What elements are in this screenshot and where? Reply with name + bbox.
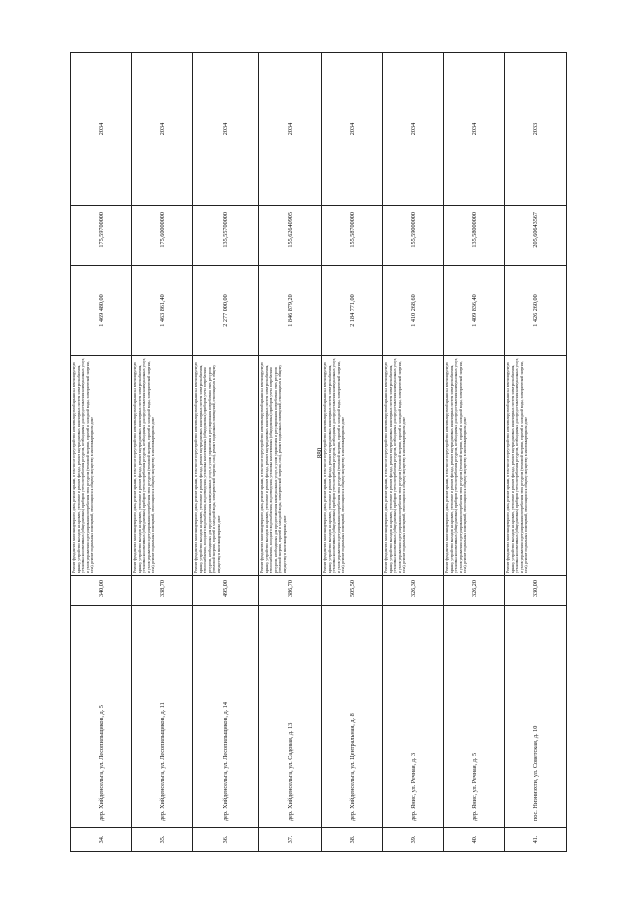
row-year: 2034 — [444, 52, 504, 205]
row-works: Ремонт фундамента многоквартирного дома, ремонт крыши, в том числе переустройство невентилируемой крыши на вентилируемую крышу, устройство выходов на кровлю, утепление и ремонт фасада, ремонт внутридомовых инженерных систем электроснабжения, установка коллективных (общедомовых) приборов учета потребления ресурсов, необходимых для предоставления коммунальных услуг, и узлов управления и регулирования потребления этих ресурсов (тепловой энергии, горячей и холодной воды, электрической энергии, газа), ремонт подвальных помещений, относящихся к общему имуществу в многоквартирном доме — [505, 355, 566, 575]
row-rate: 205,60643567 — [505, 205, 566, 265]
row-year: 2034 — [132, 52, 192, 205]
row-area: 330,00 — [505, 575, 566, 605]
row-address: дер. Янис, ул. Речная, д. 3 — [383, 605, 443, 827]
row-year: 2034 — [193, 52, 258, 205]
row-area: 386,70 — [259, 575, 321, 605]
row-works: Ремонт фундамента многоквартирного дома, ремонт крыши, в том числе переустройство невентилируемой крыши на вентилируемую крышу, устройство выходов на кровлю, утепление и ремонт фасада, ремонт внутридомовых инженерных систем электроснабжения, теплоснабжения, холодного водоснабжения, водоотведения, установка коллективных (общедомовых) приборов учета потребления ресурсов, необходимых для предоставления коммунальных услуг, и узлов управления и регулирования потребления этих ресурсов (тепловой энергии, горячей и холодной воды, электрической энергии, газа), ремонт подвальных помещений, относящихся к общему имуществу в многоквартирном доме — [193, 355, 258, 575]
row-works: Ремонт фундамента многоквартирного дома, ремонт крыши, в том числе переустройство невентилируемой крыши на вентилируемую крышу, устройство выходов на кровлю, утепление и ремонт фасада, ремонт внутридомовых инженерных систем электроснабжения, установка коллективных (общедомовых) приборов учета потребления ресурсов, необходимых для предоставления коммунальных услуг, и узлов управления и регулирования потребления этих ресурсов (тепловой энергии, горячей и холодной воды, электрической энергии, газа), ремонт подвальных помещений, относящихся к общему имуществу в многоквартирном доме — [444, 355, 504, 575]
table-row — [321, 52, 382, 852]
table-row — [504, 52, 567, 852]
row-works: Ремонт фундамента многоквартирного дома, ремонт крыши, в том числе переустройство невентилируемой крыши на вентилируемую крышу, устройство выходов на кровлю, утепление и ремонт фасада, ремонт внутридомовых инженерных систем электроснабжения, установка коллективных (общедомовых) приборов учета потребления ресурсов, необходимых для предоставления коммунальных услуг, и узлов управления и регулирования потребления этих ресурсов (тепловой энергии, горячей и холодной воды, электрической энергии, газа), ремонт подвальных помещений, относящихся к общему имуществу в многоквартирном доме — [322, 355, 382, 575]
row-cost: 2 277 000,00 — [193, 265, 258, 355]
row-cost: 1 409 836,40 — [444, 265, 504, 355]
table-row — [192, 52, 258, 852]
table-row — [70, 52, 131, 852]
row-area: 326,20 — [444, 575, 504, 605]
row-address: дер. Хийденсельга, ул. Лесопильщиков, д. 14 — [193, 605, 258, 827]
row-cost: 1 846 879,20 — [259, 265, 321, 355]
table-row — [258, 52, 321, 852]
row-works: Ремонт фундамента многоквартирного дома, ремонт крыши, в том числе переустройство невентилируемой крыши на вентилируемую крышу, устройство выходов на кровлю, утепление и ремонт фасада, ремонт внутридомовых инженерных систем электроснабжения, теплоснабжения, холодного водоснабжения, водоотведения, установка коллективных (общедомовых) приборов учета потребления ресурсов, необходимых для предоставления коммунальных услуг, и узлов управления и регулирования потребления этих ресурсов (тепловой энергии, горячей и холодной воды, электрической энергии, газа), ремонт подвальных помещений, относящихся к общему имуществу в многоквартирном доме — [259, 355, 321, 575]
row-year: 2033 — [505, 52, 566, 205]
row-works: Ремонт фундамента многоквартирного дома, ремонт крыши, в том числе переустройство невентилируемой крыши на вентилируемую крышу, устройство выходов на кровлю, утепление и ремонт фасада, ремонт внутридомовых инженерных систем электроснабжения, установка коллективных (общедомовых) приборов учета потребления ресурсов, необходимых для предоставления коммунальных услуг, и узлов управления и регулирования потребления этих ресурсов (тепловой энергии, горячей и холодной воды, электрической энергии, газа), ремонт подвальных помещений, относящихся к общему имуществу в многоквартирном доме — [71, 355, 131, 575]
row-number: 38. — [322, 827, 382, 852]
row-rate: 135,58000000 — [444, 205, 504, 265]
row-number: 39. — [383, 827, 443, 852]
row-area: 505,50 — [322, 575, 382, 605]
row-area: 495,00 — [193, 575, 258, 605]
row-cost: 2 184 771,00 — [322, 265, 382, 355]
row-year: 2034 — [383, 52, 443, 205]
row-year: 2034 — [259, 52, 321, 205]
table-row — [382, 52, 443, 852]
table-row — [131, 52, 192, 852]
row-number: 37. — [259, 827, 321, 852]
row-area: 326,30 — [383, 575, 443, 605]
row-number: 34. — [71, 827, 131, 852]
row-address: дер. Хийденсельга, ул. Лесопильщиков, д. 5 — [71, 605, 131, 827]
row-address: дер. Хийденсельга, ул. Садовая, д. 13 — [259, 605, 321, 827]
row-rate: 175,59700000 — [71, 205, 131, 265]
row-cost: 1 410 268,60 — [383, 265, 443, 355]
row-rate: 155,62640905 — [259, 205, 321, 265]
row-number: 36. — [193, 827, 258, 852]
row-address: дер. Хийденсельга, ул. Лесопильщиков, д. 11 — [132, 605, 192, 827]
row-area: 340,00 — [71, 575, 131, 605]
row-rate: 175,60000000 — [132, 205, 192, 265]
row-address: пос. Ниэниэхти, ул. Советская, д. 10 — [505, 605, 566, 827]
table-row — [443, 52, 504, 852]
row-year: 2034 — [322, 52, 382, 205]
row-works: Ремонт фундамента многоквартирного дома, ремонт крыши, в том числе переустройство невентилируемой крыши на вентилируемую крышу, устройство выходов на кровлю, утепление и ремонт фасада, ремонт внутридомовых инженерных систем электроснабжения, установка коллективных (общедомовых) приборов учета потребления ресурсов, необходимых для предоставления коммунальных услуг, и узлов управления и регулирования потребления этих ресурсов (тепловой энергии, горячей и холодной воды, электрической энергии, газа), ремонт подвальных помещений, относящихся к общему имуществу в многоквартирном доме — [132, 355, 192, 575]
row-area: 338,70 — [132, 575, 192, 605]
row-address: дер. Янис, ул. Речная, д. 5 — [444, 605, 504, 827]
row-number: 41. — [505, 827, 566, 852]
rotated-table — [70, 52, 570, 852]
row-number: 35. — [132, 827, 192, 852]
row-rate: 135,55700000 — [193, 205, 258, 265]
page-number: 880 — [316, 447, 324, 459]
row-cost: 1 426 260,00 — [505, 265, 566, 355]
row-address: дер. Хийденсельга, ул. Центральная, д. 8 — [322, 605, 382, 827]
row-works: Ремонт фундамента многоквартирного дома, ремонт крыши, в том числе переустройство невентилируемой крыши на вентилируемую крышу, устройство выходов на кровлю, утепление и ремонт фасада, ремонт внутридомовых инженерных систем электроснабжения, установка коллективных (общедомовых) приборов учета потребления ресурсов, необходимых для предоставления коммунальных услуг, и узлов управления и регулирования потребления этих ресурсов (тепловой энергии, горячей и холодной воды, электрической энергии, газа), ремонт подвальных помещений, относящихся к общему имуществу в многоквартирном доме — [383, 355, 443, 575]
row-year: 2034 — [71, 52, 131, 205]
row-rate: 155,58700000 — [322, 205, 382, 265]
row-cost: 1 469 480,00 — [71, 265, 131, 355]
row-rate: 155,59000000 — [383, 205, 443, 265]
row-cost: 1 463 861,40 — [132, 265, 192, 355]
row-number: 40. — [444, 827, 504, 852]
